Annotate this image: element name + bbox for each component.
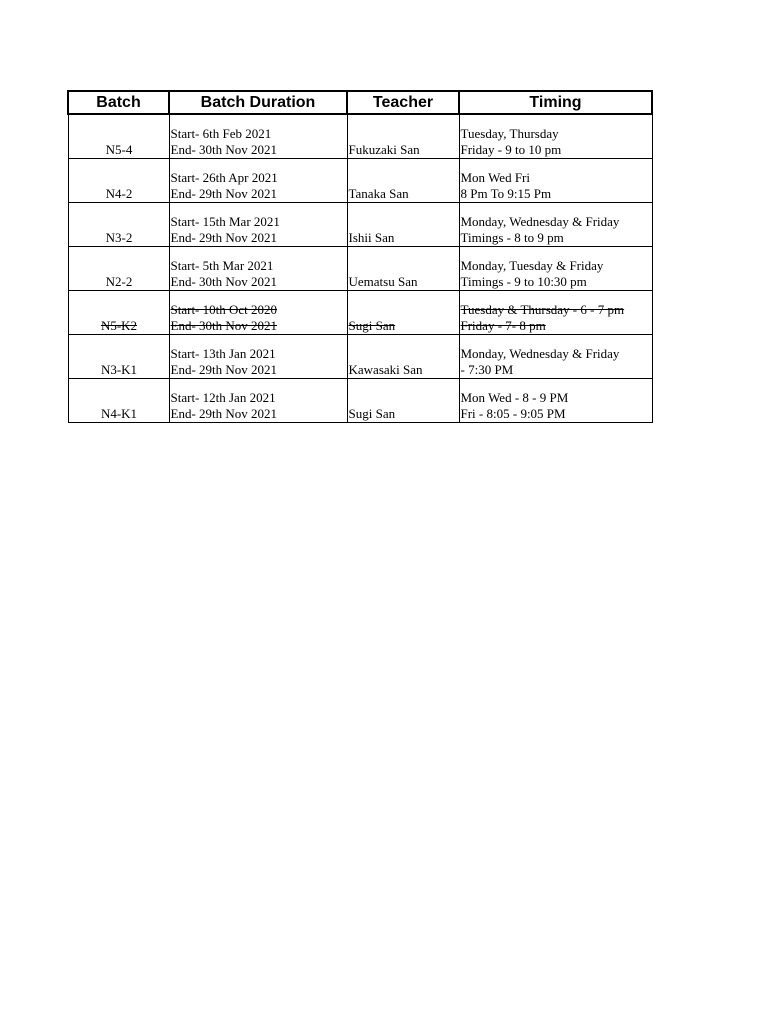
start-date: Start- 26th Apr 2021: [170, 170, 278, 185]
timing-line-1: Mon Wed Fri: [460, 170, 530, 185]
table-row: [68, 291, 652, 335]
table-row: [68, 114, 652, 159]
timing-cell: [459, 203, 652, 247]
timing-line-1: Monday, Tuesday & Friday: [460, 258, 604, 273]
teacher-cell: Uematsu San: [347, 247, 459, 291]
timing-cell: [459, 291, 652, 335]
timing-cell: [459, 247, 652, 291]
timing-cell: [459, 379, 652, 423]
batch-cell: N3-2: [68, 203, 169, 247]
end-date: End- 30th Nov 2021: [170, 274, 278, 289]
timing-line-1: Monday, Wednesday & Friday: [460, 214, 620, 229]
timing-line-2: 8 Pm To 9:15 Pm: [460, 186, 552, 201]
header-teacher: Teacher: [347, 91, 459, 114]
header-row: [68, 91, 652, 114]
teacher-cell: Fukuzaki San: [347, 114, 459, 159]
timing-line-2: Timings - 8 to 9 pm: [460, 230, 564, 245]
start-date: Start- 15th Mar 2021: [170, 214, 280, 229]
timing-line-1: Mon Wed - 8 - 9 PM: [460, 390, 569, 405]
batch-cell: N5-K2: [68, 291, 169, 335]
timing-line-1: Tuesday, Thursday: [460, 126, 559, 141]
table-row: [68, 335, 652, 379]
end-date: End- 29th Nov 2021: [170, 362, 278, 377]
start-date: Start- 10th Oct 2020: [170, 302, 278, 317]
timing-line-2: Friday - 7- 8 pm: [460, 318, 546, 333]
table-row: [68, 247, 652, 291]
batch-cell: N5-4: [68, 114, 169, 159]
end-date: End- 29th Nov 2021: [170, 406, 278, 421]
duration-cell: [169, 114, 347, 159]
batch-cell: N4-K1: [68, 379, 169, 423]
duration-cell: [169, 159, 347, 203]
timing-line-1: Tuesday & Thursday - 6 - 7 pm: [460, 302, 625, 317]
teacher-cell: Ishii San: [347, 203, 459, 247]
timing-line-1: Monday, Wednesday & Friday: [460, 346, 620, 361]
table-row: [68, 159, 652, 203]
start-date: Start- 6th Feb 2021: [170, 126, 272, 141]
batch-cell: N2-2: [68, 247, 169, 291]
table-row: [68, 379, 652, 423]
end-date: End- 29th Nov 2021: [170, 186, 278, 201]
batch-cell: N3-K1: [68, 335, 169, 379]
table-row: [68, 203, 652, 247]
batch-cell: N4-2: [68, 159, 169, 203]
start-date: Start- 13th Jan 2021: [170, 346, 276, 361]
end-date: End- 30th Nov 2021: [170, 142, 278, 157]
duration-cell: [169, 335, 347, 379]
end-date: End- 29th Nov 2021: [170, 230, 278, 245]
timing-cell: [459, 335, 652, 379]
header-duration: Batch Duration: [169, 91, 347, 114]
duration-cell: [169, 379, 347, 423]
duration-cell: [169, 203, 347, 247]
header-batch: Batch: [68, 91, 169, 114]
end-date: End- 30th Nov 2021: [170, 318, 278, 333]
timing-line-2: Friday - 9 to 10 pm: [460, 142, 562, 157]
timing-line-2: Timings - 9 to 10:30 pm: [460, 274, 587, 289]
header-timing: Timing: [459, 91, 652, 114]
duration-cell: [169, 291, 347, 335]
teacher-cell: Kawasaki San: [347, 335, 459, 379]
teacher-cell: Sugi San: [347, 379, 459, 423]
timing-cell: [459, 159, 652, 203]
timing-line-2: Fri - 8:05 - 9:05 PM: [460, 406, 566, 421]
teacher-cell: Sugi San: [347, 291, 459, 335]
start-date: Start- 5th Mar 2021: [170, 258, 274, 273]
teacher-cell: Tanaka San: [347, 159, 459, 203]
batch-schedule-table: [67, 90, 653, 423]
timing-cell: [459, 114, 652, 159]
start-date: Start- 12th Jan 2021: [170, 390, 276, 405]
timing-line-2: - 7:30 PM: [460, 362, 514, 377]
duration-cell: [169, 247, 347, 291]
